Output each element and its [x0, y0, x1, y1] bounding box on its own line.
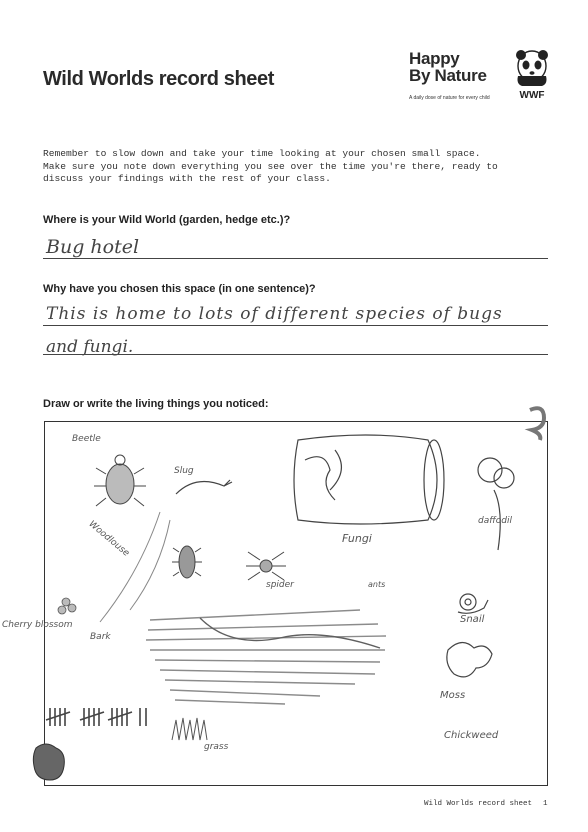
label-moss: Moss	[440, 690, 466, 701]
answer-reason-line-2[interactable]: and fungi.	[46, 337, 134, 357]
wwf-logo-text: WWF	[519, 90, 545, 100]
label-fungi: Fungi	[342, 532, 372, 545]
moss-scribble-icon	[33, 744, 64, 780]
grass-drawing-icon	[172, 718, 207, 740]
label-grass: grass	[204, 742, 229, 752]
label-spider: spider	[266, 580, 294, 590]
bark-scribble-icon	[146, 610, 386, 704]
chickweed-drawing-icon	[447, 642, 492, 676]
fungi-drawing-icon	[294, 435, 444, 524]
snail-drawing-icon	[458, 594, 488, 613]
question-drawing: Draw or write the living things you noticed:	[43, 398, 269, 410]
answer-reason-line-1[interactable]: This is home to lots of different species of bugs	[46, 304, 503, 324]
footer-text: Wild Worlds record sheet	[424, 800, 533, 808]
label-bark: Bark	[90, 632, 111, 642]
slug-drawing-icon	[176, 480, 232, 494]
intro-line-2: Make sure you note down everything you see over the time you're there, ready to	[43, 160, 498, 172]
label-snail: Snail	[460, 614, 485, 625]
daffodil-drawing-icon	[478, 458, 514, 550]
answer-location[interactable]: Bug hotel	[46, 236, 140, 258]
label-beetle: Beetle	[72, 434, 101, 444]
tally-marks-icon	[46, 708, 146, 726]
brand-line-2: By Nature	[409, 66, 487, 85]
cherry-blossom-drawing-icon	[58, 598, 76, 614]
label-slug: Slug	[174, 466, 194, 476]
question-location: Where is your Wild World (garden, hedge etc.)?	[43, 214, 291, 226]
label-cherry-blossom: Cherry blossom	[2, 620, 73, 630]
label-daffodil: daffodil	[478, 516, 512, 526]
brand-tagline: A daily dose of nature for every child	[409, 95, 490, 101]
woodlouse-drawing-icon	[172, 546, 202, 578]
beetle-drawing-icon	[94, 455, 146, 506]
label-chickweed: Chickweed	[444, 730, 499, 741]
label-woodlouse: Woodlouse	[86, 519, 131, 559]
page-title: Wild Worlds record sheet	[43, 68, 275, 90]
label-ants: ants	[368, 580, 386, 589]
brand-line-1: Happy	[409, 49, 460, 68]
intro-line-1: Remember to slow down and take your time looking at your chosen small space.	[43, 148, 481, 159]
twig-drawing-icon	[100, 512, 170, 622]
page-number: 1	[543, 800, 548, 808]
spider-drawing-icon	[246, 552, 286, 580]
intro-line-3: discuss your findings with the rest of your class.	[43, 173, 331, 184]
corner-scribble-icon	[530, 408, 544, 440]
question-reason: Why have you chosen this space (in one sentence)?	[43, 283, 316, 295]
